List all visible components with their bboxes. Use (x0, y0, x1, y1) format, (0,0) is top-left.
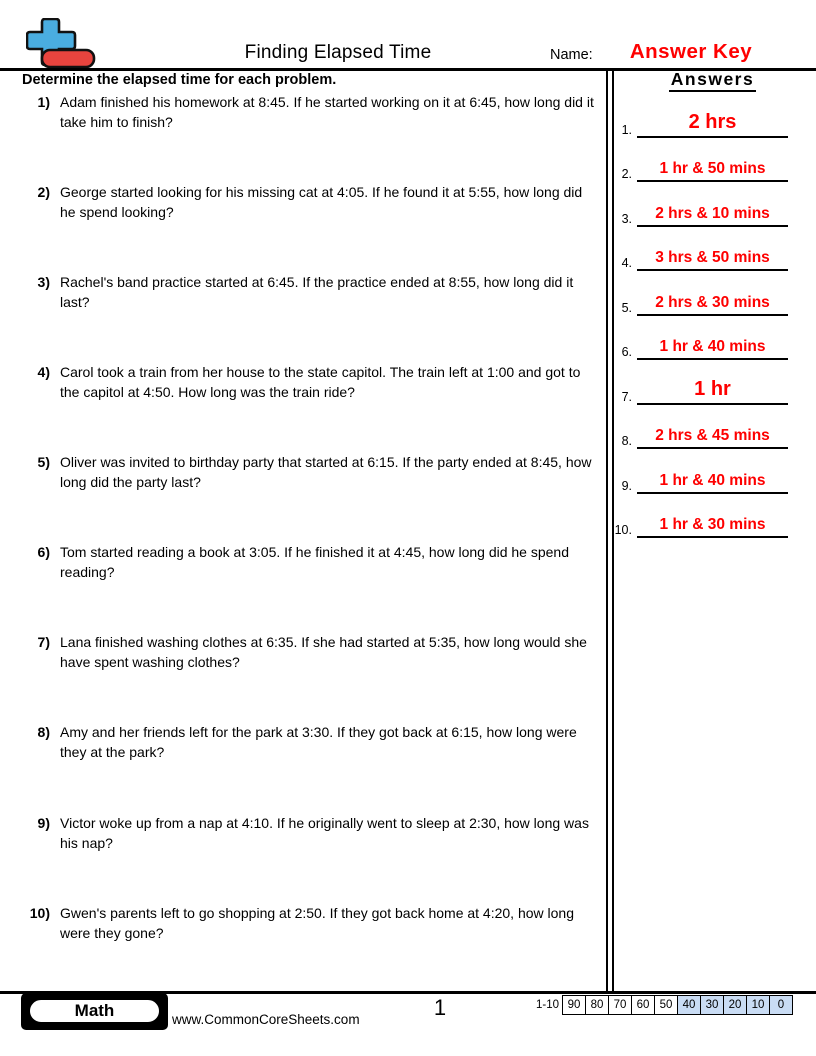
answer-value: 1 hr & 30 mins (659, 516, 766, 533)
answer-item-10 (610, 508, 790, 538)
problem-text: Amy and her friends left for the park at 3:30. If they got back at 6:15, how long were they at the park? (60, 724, 577, 760)
answer-blank-line (637, 225, 788, 227)
problem-item-4 (24, 363, 598, 402)
answer-number: 1. (621, 123, 632, 137)
problem-item-1 (24, 93, 598, 132)
answer-number: 4. (621, 256, 632, 270)
instructions: Determine the elapsed time for each problem. (22, 72, 337, 88)
problem-number: 6) (37, 544, 50, 560)
problem-number: 8) (37, 724, 50, 740)
answer-blank-line (637, 314, 788, 316)
problem-text: Victor woke up from a nap at 4:10. If he originally went to sleep at 2:30, how long was his nap? (60, 815, 589, 851)
answer-item-8 (610, 419, 790, 449)
page-title: Finding Elapsed Time (244, 42, 432, 63)
problem-number: 2) (37, 184, 50, 200)
score-cell: 40 (678, 996, 701, 1015)
answer-item-3 (610, 197, 790, 227)
problem-number: 4) (37, 364, 50, 380)
answer-number: 3. (621, 212, 632, 226)
problem-number: 10) (29, 905, 50, 921)
problem-item-10 (24, 904, 598, 943)
problem-number: 3) (37, 274, 50, 290)
answer-blank-line (637, 403, 788, 405)
score-cell: 70 (609, 996, 632, 1015)
answer-item-4 (610, 241, 790, 271)
answer-value: 2 hrs & 30 mins (655, 294, 770, 311)
problem-item-3 (24, 273, 598, 312)
page-number: 1 (433, 995, 447, 1020)
score-cell: 30 (701, 996, 724, 1015)
score-cell: 0 (770, 996, 793, 1015)
problem-item-9 (24, 814, 598, 853)
problem-text: Adam finished his homework at 8:45. If he started working on it at 6:45, how long did it take him to finish? (60, 94, 594, 130)
problem-number: 9) (37, 815, 50, 831)
score-cell: 10 (747, 996, 770, 1015)
answer-number: 2. (621, 167, 632, 181)
answer-number: 10. (614, 523, 632, 537)
answer-item-9 (610, 464, 790, 494)
name-value-answer-key: Answer Key (629, 40, 753, 63)
answer-blank-line (637, 358, 788, 360)
answer-item-5 (610, 286, 790, 316)
name-label: Name: (550, 47, 593, 63)
subject-badge-label: Math (28, 998, 161, 1024)
score-table (562, 995, 793, 1015)
answer-value: 2 hrs & 45 mins (655, 427, 770, 444)
problem-text: George started looking for his missing cat at 4:05. If he found it at 5:55, how long did he spend looking? (60, 184, 583, 220)
answer-value: 1 hr & 50 mins (659, 160, 766, 177)
answer-value: 2 hrs & 10 mins (655, 205, 770, 222)
answer-number: 6. (621, 345, 632, 359)
problem-text: Rachel's band practice started at 6:45. If the practice ended at 8:55, how long did it last? (60, 274, 574, 310)
problem-text: Carol took a train from her house to the state capitol. The train left at 1:00 and got to the capitol at 4:50. How long was the train ride? (60, 364, 581, 400)
score-range-label: 1-10 (535, 999, 559, 1011)
subject-badge (21, 993, 168, 1030)
score-cell: 20 (724, 996, 747, 1015)
problem-item-5 (24, 453, 598, 492)
answer-number: 7. (621, 390, 632, 404)
answer-blank-line (637, 180, 788, 182)
answer-blank-line (637, 136, 788, 138)
answer-value: 1 hr (694, 378, 731, 400)
score-cell: 90 (563, 996, 586, 1015)
answer-value: 1 hr & 40 mins (659, 472, 766, 489)
problem-item-7 (24, 633, 598, 672)
answer-blank-line (637, 492, 788, 494)
answer-number: 8. (621, 434, 632, 448)
problem-text: Oliver was invited to birthday party that started at 6:15. If the party ended at 8:45, how long did the party last? (60, 454, 592, 490)
answer-number: 9. (621, 479, 632, 493)
answer-value: 2 hrs (688, 111, 737, 133)
answers-heading: Answers (637, 69, 788, 90)
website-url: www.CommonCoreSheets.com (172, 1012, 360, 1027)
problem-number: 1) (37, 94, 50, 110)
problem-item-8 (24, 723, 598, 762)
problem-text: Tom started reading a book at 3:05. If he finished it at 4:45, how long did he spend reading? (60, 544, 570, 580)
score-cell: 50 (655, 996, 678, 1015)
answer-item-2 (610, 152, 790, 182)
problem-item-2 (24, 183, 598, 222)
problem-number: 7) (37, 634, 50, 650)
problem-text: Lana finished washing clothes at 6:35. If she had started at 5:35, how long would she have spent washing clothes? (60, 634, 587, 670)
answer-value: 1 hr & 40 mins (659, 338, 766, 355)
answer-value: 3 hrs & 50 mins (655, 249, 770, 266)
answer-item-7 (610, 375, 790, 405)
score-cell: 60 (632, 996, 655, 1015)
answer-item-6 (610, 330, 790, 360)
answer-blank-line (637, 447, 788, 449)
problem-item-6 (24, 543, 598, 582)
score-cell: 80 (586, 996, 609, 1015)
problem-text: Gwen's parents left to go shopping at 2:50. If they got back home at 4:20, how long were they gone? (60, 905, 575, 941)
problem-number: 5) (37, 454, 50, 470)
answer-blank-line (637, 269, 788, 271)
answer-item-1 (610, 108, 790, 138)
answer-number: 5. (621, 301, 632, 315)
answer-blank-line (637, 536, 788, 538)
